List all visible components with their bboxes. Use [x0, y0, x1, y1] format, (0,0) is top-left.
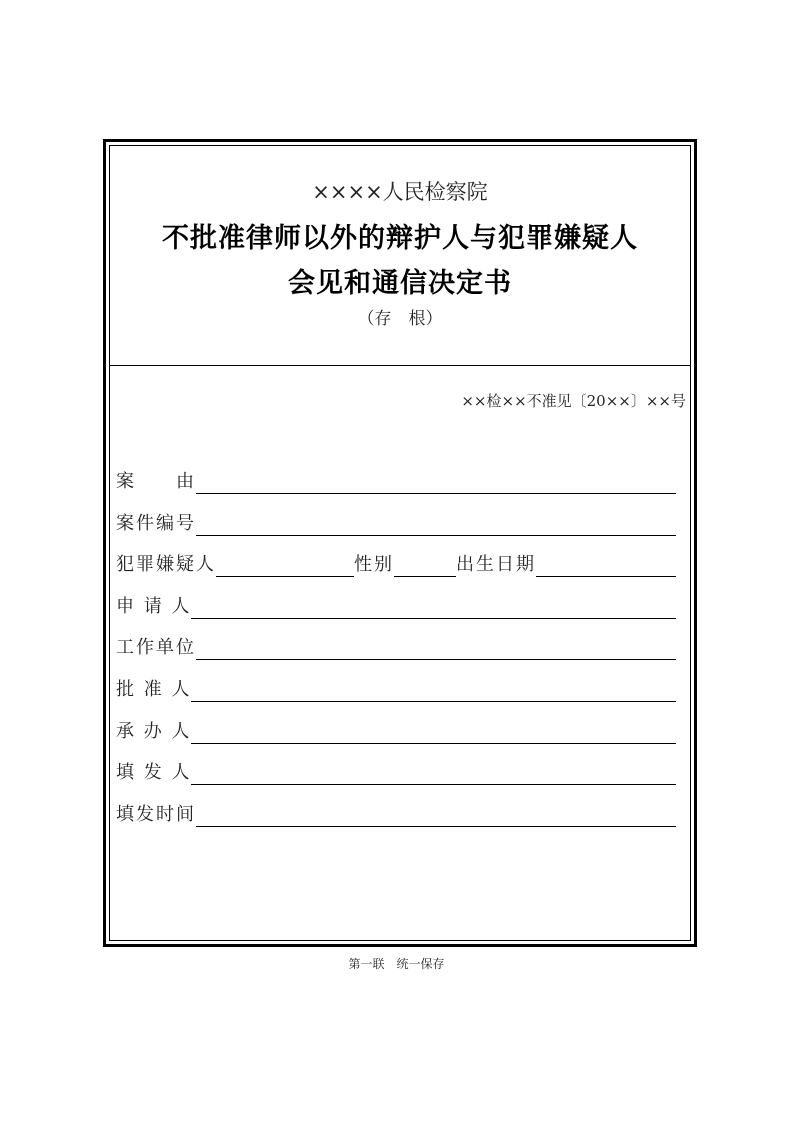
- issuer-label: 填 发 人: [116, 762, 192, 783]
- document-number: ××检××不准见〔20××〕××号: [461, 392, 686, 410]
- work-unit-label: 工作单位: [116, 637, 196, 658]
- row-work-unit: [116, 634, 676, 660]
- suspect-label: 犯罪嫌疑人: [116, 554, 216, 575]
- suspect-line[interactable]: [216, 554, 354, 577]
- issuer-line[interactable]: [191, 762, 676, 785]
- applicant-line[interactable]: [191, 596, 676, 619]
- work-unit-line[interactable]: [196, 637, 676, 660]
- issue-time-label: 填发时间: [116, 804, 196, 825]
- document-title-line2: 会见和通信决定书: [288, 268, 512, 299]
- gender-label: 性别: [354, 554, 394, 575]
- applicant-label: 申 请 人: [116, 596, 192, 617]
- case-number-label: 案件编号: [116, 513, 196, 534]
- row-suspect: [116, 551, 676, 577]
- approver-line[interactable]: [191, 679, 676, 702]
- form-outer-border: [103, 139, 697, 947]
- handler-label: 承 办 人: [116, 721, 192, 742]
- document-title-line1: 不批准律师以外的辩护人与犯罪嫌疑人: [162, 223, 638, 254]
- case-number-line[interactable]: [196, 513, 676, 536]
- issue-time-line[interactable]: [196, 804, 676, 827]
- birth-date-label: 出生日期: [456, 554, 536, 575]
- row-handler: [116, 718, 676, 744]
- form-header: [110, 146, 690, 366]
- approver-label: 批 准 人: [116, 679, 192, 700]
- form-inner-border: [109, 145, 691, 941]
- gender-line[interactable]: [394, 554, 456, 577]
- procuratorate-name: ××××人民检察院: [312, 180, 488, 204]
- row-issuer: [116, 759, 676, 785]
- birth-date-line[interactable]: [536, 554, 676, 577]
- case-reason-label: 案 由: [116, 471, 196, 492]
- stub-label: （存 根）: [357, 309, 443, 329]
- row-case-number: [116, 510, 676, 536]
- header-divider: [110, 365, 690, 366]
- copy-note: 第一联 统一保存: [348, 957, 445, 971]
- row-case-reason: [116, 468, 676, 494]
- row-applicant: [116, 593, 676, 619]
- case-reason-line[interactable]: [196, 471, 676, 494]
- row-approver: [116, 676, 676, 702]
- row-issue-time: [116, 801, 676, 827]
- handler-line[interactable]: [191, 721, 676, 744]
